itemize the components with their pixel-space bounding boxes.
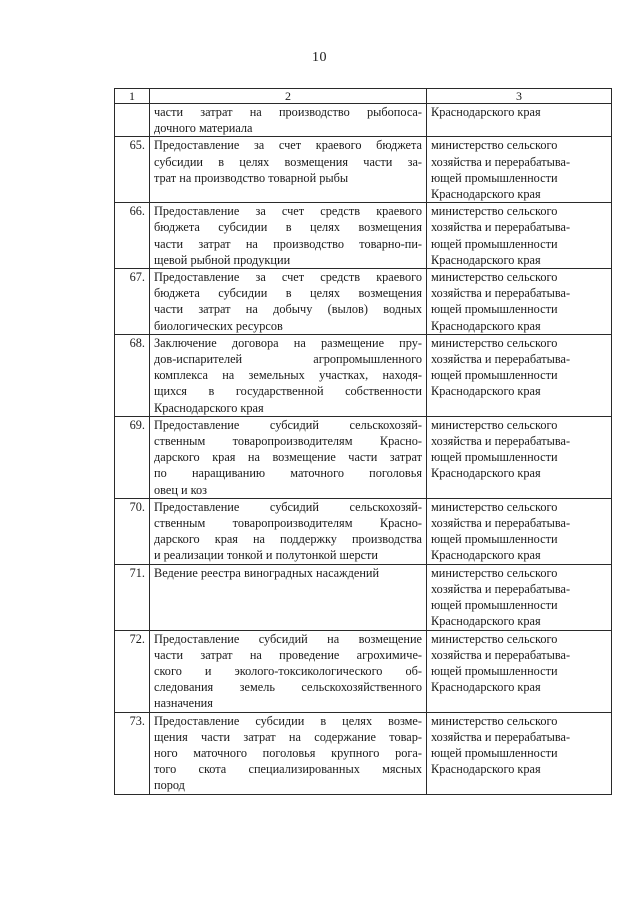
description-line: субсидии в целях возмещения части за- xyxy=(154,154,422,169)
description-line: назначения xyxy=(154,696,213,711)
description-line: овец и коз xyxy=(154,482,208,497)
description-line: дарского края на поддержку производства xyxy=(154,532,422,547)
description-line: ного маточного поголовья крупного рога- xyxy=(154,745,422,760)
authority-line: министерство сельского xyxy=(431,204,558,219)
authority-line: хозяйства и перерабатыва- xyxy=(431,352,571,367)
authority-line: Краснодарского края xyxy=(431,762,541,777)
service-description xyxy=(150,416,427,498)
row-number: 67. xyxy=(115,269,150,335)
authority-line: Краснодарского края xyxy=(431,548,541,563)
description-line: ственным товаропроизводителям Красно- xyxy=(154,516,422,531)
row-number: 72. xyxy=(115,630,150,712)
service-description xyxy=(150,334,427,416)
authority-line: ющей промышленности xyxy=(431,450,558,465)
responsible-authority xyxy=(427,630,612,712)
description-line: по наращиванию маточного поголовья xyxy=(154,466,422,481)
service-description xyxy=(150,712,427,794)
table-row xyxy=(115,104,612,137)
description-line: Предоставление за счет средств краевого xyxy=(154,270,422,285)
authority-line: ющей промышленности xyxy=(431,745,558,760)
description-line: Предоставление субсидий сельскохозяй- xyxy=(154,499,422,514)
responsible-authority xyxy=(427,712,612,794)
services-table xyxy=(114,88,612,795)
description-line: щения части затрат на содержание товар- xyxy=(154,729,422,744)
authority-line: ющей промышленности xyxy=(431,368,558,383)
responsible-authority xyxy=(427,104,612,137)
authority-line: Краснодарского края xyxy=(431,680,541,695)
service-description xyxy=(150,498,427,564)
authority-line: Краснодарского края xyxy=(431,318,541,333)
description-line: дочного материала xyxy=(154,121,253,136)
responsible-authority xyxy=(427,203,612,269)
service-description xyxy=(150,104,427,137)
description-line: бюджета субсидии в целях возмещения xyxy=(154,220,422,235)
description-line: бюджета субсидии в целях возмещения xyxy=(154,286,422,301)
description-line: ственным товаропроизводителям Красно- xyxy=(154,434,422,449)
service-description xyxy=(150,203,427,269)
table-row xyxy=(115,630,612,712)
description-line: трат на производство товарной рыбы xyxy=(154,170,349,185)
description-line: части затрат на производство товарно-пи- xyxy=(154,236,422,251)
authority-line: ющей промышленности xyxy=(431,302,558,317)
column-header-3: 3 xyxy=(427,89,612,104)
authority-line: хозяйства и перерабатыва- xyxy=(431,516,571,531)
authority-line: ющей промышленности xyxy=(431,170,558,185)
table-row xyxy=(115,712,612,794)
description-line: дов-испарителей агропромышленного xyxy=(154,352,422,367)
authority-line: хозяйства и перерабатыва- xyxy=(431,220,571,235)
authority-line: ющей промышленности xyxy=(431,598,558,613)
row-number: 65. xyxy=(115,137,150,203)
description-line: биологических ресурсов xyxy=(154,318,283,333)
authority-line: ющей промышленности xyxy=(431,663,558,678)
responsible-authority xyxy=(427,498,612,564)
authority-line: хозяйства и перерабатыва- xyxy=(431,581,571,596)
authority-line: Краснодарского края xyxy=(431,187,541,202)
service-description xyxy=(150,137,427,203)
authority-line: министерство сельского xyxy=(431,417,558,432)
authority-line: министерство сельского xyxy=(431,270,558,285)
authority-line: ющей промышленности xyxy=(431,532,558,547)
description-line: Предоставление субсидий сельскохозяй- xyxy=(154,417,422,432)
description-line: Предоставление субсидии в целях возме- xyxy=(154,713,422,728)
description-line: части затрат на производство рыбопоса- xyxy=(154,105,422,119)
column-header-1: 1 xyxy=(115,89,150,104)
description-line: ского и эколого-токсикологического об- xyxy=(154,663,422,678)
description-line: следования земель сельскохозяйственного xyxy=(154,680,422,695)
authority-line: министерство сельского xyxy=(431,631,558,646)
table-row xyxy=(115,334,612,416)
authority-line: министерство сельского xyxy=(431,499,558,514)
description-line: дарского края на возмещение части затрат xyxy=(154,450,422,465)
responsible-authority xyxy=(427,334,612,416)
description-line: Ведение реестра виноградных насаждений xyxy=(154,565,380,580)
description-line: Предоставление субсидий на возмещение xyxy=(154,631,422,646)
description-line: пород xyxy=(154,778,185,793)
description-line: Краснодарского края xyxy=(154,400,264,415)
table-header-row xyxy=(115,89,612,104)
row-number: 70. xyxy=(115,498,150,564)
authority-line: хозяйства и перерабатыва- xyxy=(431,729,571,744)
table-row xyxy=(115,203,612,269)
description-line: Предоставление за счет краевого бюджета xyxy=(154,138,422,153)
row-number: 68. xyxy=(115,334,150,416)
page-number: 10 xyxy=(312,50,327,65)
table-row xyxy=(115,416,612,498)
row-number: 71. xyxy=(115,564,150,630)
authority-line: Краснодарского края xyxy=(431,614,541,629)
description-line: части затрат на проведение агрохимиче- xyxy=(154,647,422,662)
authority-line: хозяйства и перерабатыва- xyxy=(431,286,571,301)
responsible-authority xyxy=(427,564,612,630)
authority-line: министерство сельского xyxy=(431,138,558,153)
authority-line: хозяйства и перерабатыва- xyxy=(431,154,571,169)
description-line: Предоставление за счет средств краевого xyxy=(154,204,422,219)
description-line: и реализации тонкой и полутонкой шерсти xyxy=(154,548,379,563)
authority-line: Краснодарского края xyxy=(431,466,541,481)
responsible-authority xyxy=(427,269,612,335)
table-row xyxy=(115,269,612,335)
table-body xyxy=(115,89,612,795)
authority-line: Краснодарского края xyxy=(431,105,541,119)
row-number: 73. xyxy=(115,712,150,794)
authority-line: хозяйства и перерабатыва- xyxy=(431,647,571,662)
description-line: щихся в государственной собственности xyxy=(154,384,422,399)
row-number: 69. xyxy=(115,416,150,498)
service-description xyxy=(150,630,427,712)
authority-line: министерство сельского xyxy=(431,335,558,350)
column-header-2: 2 xyxy=(150,89,427,104)
row-number: 66. xyxy=(115,203,150,269)
service-description xyxy=(150,564,427,630)
description-line: того скота специализированных мясных xyxy=(154,762,422,777)
service-description xyxy=(150,269,427,335)
authority-line: министерство сельского xyxy=(431,713,558,728)
table-row xyxy=(115,564,612,630)
description-line: части затрат на добычу (вылов) водных xyxy=(154,302,422,317)
authority-line: министерство сельского xyxy=(431,565,558,580)
authority-line: хозяйства и перерабатыва- xyxy=(431,434,571,449)
description-line: комплекса на земельных участках, находя- xyxy=(154,368,422,383)
description-line: щевой рыбной продукции xyxy=(154,252,291,267)
table-row xyxy=(115,498,612,564)
authority-line: Краснодарского края xyxy=(431,252,541,267)
row-number xyxy=(115,104,150,137)
authority-line: ющей промышленности xyxy=(431,236,558,251)
responsible-authority xyxy=(427,137,612,203)
responsible-authority xyxy=(427,416,612,498)
authority-line: Краснодарского края xyxy=(431,384,541,399)
table-row xyxy=(115,137,612,203)
description-line: Заключение договора на размещение пру- xyxy=(154,335,422,350)
